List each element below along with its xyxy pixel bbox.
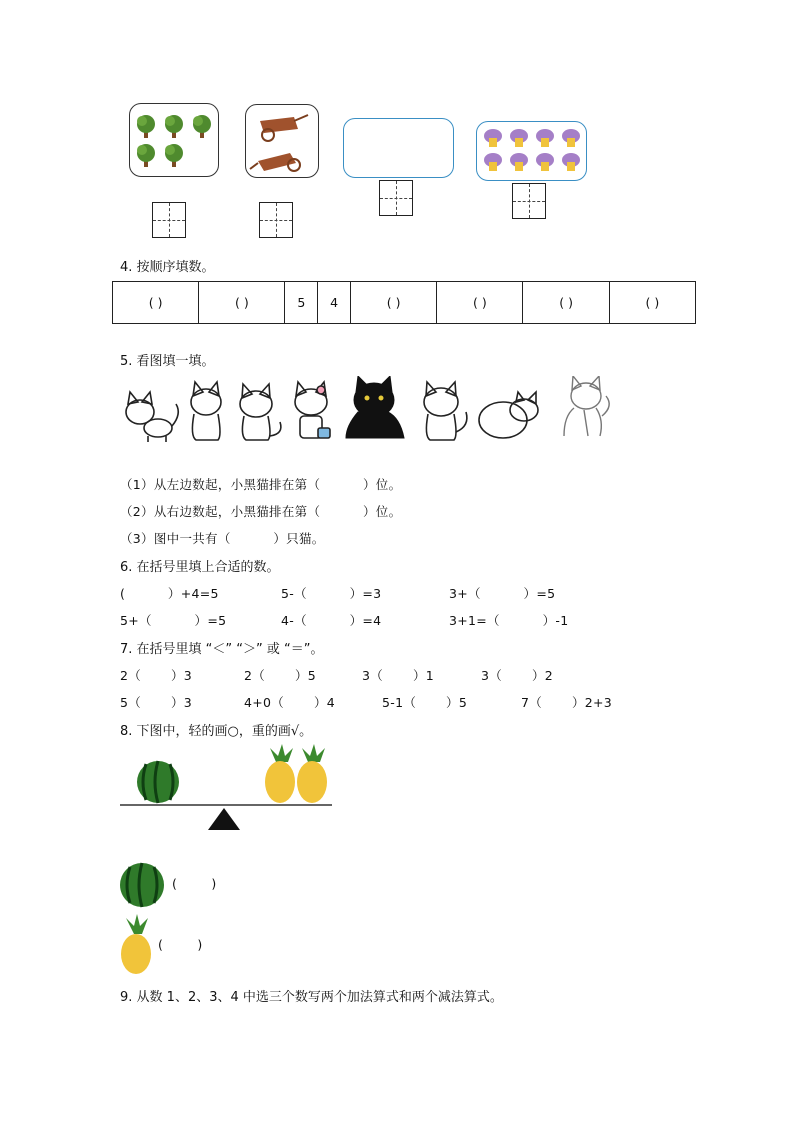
q8-title: 8. 下图中，轻的画○，重的画√。	[120, 724, 313, 739]
q6-eq: 5-（ ）=3	[281, 586, 382, 601]
q7-comparison: 4+0（ ）4	[244, 695, 336, 710]
sequence-cell[interactable]: ( )	[437, 282, 523, 324]
empty-picture-box	[343, 118, 454, 178]
tree-icon	[137, 115, 155, 138]
sequence-cell: 5	[285, 282, 318, 324]
cat-icon	[564, 376, 609, 436]
tree-icon	[137, 144, 155, 167]
pineapple-icon	[297, 744, 327, 803]
q9-title: 9. 从数 1、2、3、4 中选三个数写两个加法算式和两个减法算式。	[120, 990, 503, 1005]
q7-title: 7. 在括号里填 “＜” “＞” 或 “＝”。	[120, 642, 324, 657]
watermelon-icon	[137, 761, 179, 803]
cart-icon	[260, 115, 308, 141]
tree-icon	[193, 115, 211, 138]
mushroom-icon	[484, 129, 502, 147]
sequence-cell[interactable]: ( )	[609, 282, 695, 324]
sequence-cell[interactable]: ( )	[351, 282, 437, 324]
watermelon-icon	[118, 860, 168, 910]
carts-illustration	[246, 105, 318, 177]
trees-illustration	[130, 104, 218, 176]
cats-row-illustration	[118, 376, 618, 444]
pineapple-answer[interactable]: ( )	[158, 937, 203, 952]
q7-comparison: 5（ ）3	[120, 695, 193, 710]
q6-eq: 4-（ ）=4	[281, 613, 382, 628]
q7-comparison: 7（ ）2+3	[521, 695, 613, 710]
q7-comparison: 2（ ）5	[244, 668, 317, 683]
cart-icon	[250, 153, 300, 171]
scale-fulcrum	[208, 808, 240, 830]
q5-item-3: （3）图中一共有（ ）只猫。	[120, 531, 325, 546]
q6-eq: 5+（ ）=5	[120, 613, 227, 628]
answer-grid-empty[interactable]	[379, 180, 413, 216]
cat-icon	[126, 392, 178, 442]
pineapple-icon	[265, 744, 295, 803]
q6-eq: 3+（ ）=5	[449, 586, 556, 601]
answer-grid-trees[interactable]	[152, 202, 186, 238]
mushroom-icon	[536, 153, 554, 171]
balance-scale-illustration	[118, 744, 338, 836]
q7-comparison: 3（ ）1	[362, 668, 435, 683]
sequence-cell[interactable]: ( )	[113, 282, 199, 324]
cat-icon	[479, 392, 538, 438]
watermelon-answer[interactable]: ( )	[172, 876, 217, 891]
cat-icon	[424, 382, 467, 440]
q5-title: 5. 看图填一填。	[120, 354, 215, 369]
mushroom-icon	[484, 153, 502, 171]
q6-eq: 3+1=（ ）-1	[449, 613, 569, 628]
sequence-cell[interactable]: ( )	[523, 282, 609, 324]
trees-picture-box	[129, 103, 219, 177]
tree-icon	[165, 115, 183, 138]
q5-item-1: （1）从左边数起，小黑猫排在第（ ）位。	[120, 477, 402, 492]
q7-comparison: 2（ ）3	[120, 668, 193, 683]
q4-title: 4. 按顺序填数。	[120, 260, 215, 275]
carts-picture-box	[245, 104, 319, 178]
q6-eq: ( ）+4=5	[120, 586, 219, 601]
sequence-cell[interactable]: ( )	[199, 282, 285, 324]
sequence-cell: 4	[318, 282, 351, 324]
sequence-table	[112, 281, 696, 324]
mushroom-icon	[562, 153, 580, 171]
answer-grid-carts[interactable]	[259, 202, 293, 238]
mushroom-icon	[510, 129, 528, 147]
black-cat-icon	[346, 376, 404, 438]
answer-grid-mushrooms[interactable]	[512, 183, 546, 219]
cat-icon	[191, 382, 221, 440]
mushrooms-picture-box	[476, 121, 587, 181]
cat-icon	[240, 384, 281, 440]
mushrooms-illustration	[477, 122, 586, 180]
tree-icon	[165, 144, 183, 167]
cat-icon	[295, 382, 330, 438]
q5-item-2: （2）从右边数起，小黑猫排在第（ ）位。	[120, 504, 402, 519]
mushroom-icon	[562, 129, 580, 147]
pineapple-icon	[116, 914, 156, 976]
q7-comparison: 5-1（ ）5	[382, 695, 468, 710]
q6-title: 6. 在括号里填上合适的数。	[120, 560, 280, 575]
mushroom-icon	[536, 129, 554, 147]
q7-comparison: 3（ ）2	[481, 668, 554, 683]
mushroom-icon	[510, 153, 528, 171]
